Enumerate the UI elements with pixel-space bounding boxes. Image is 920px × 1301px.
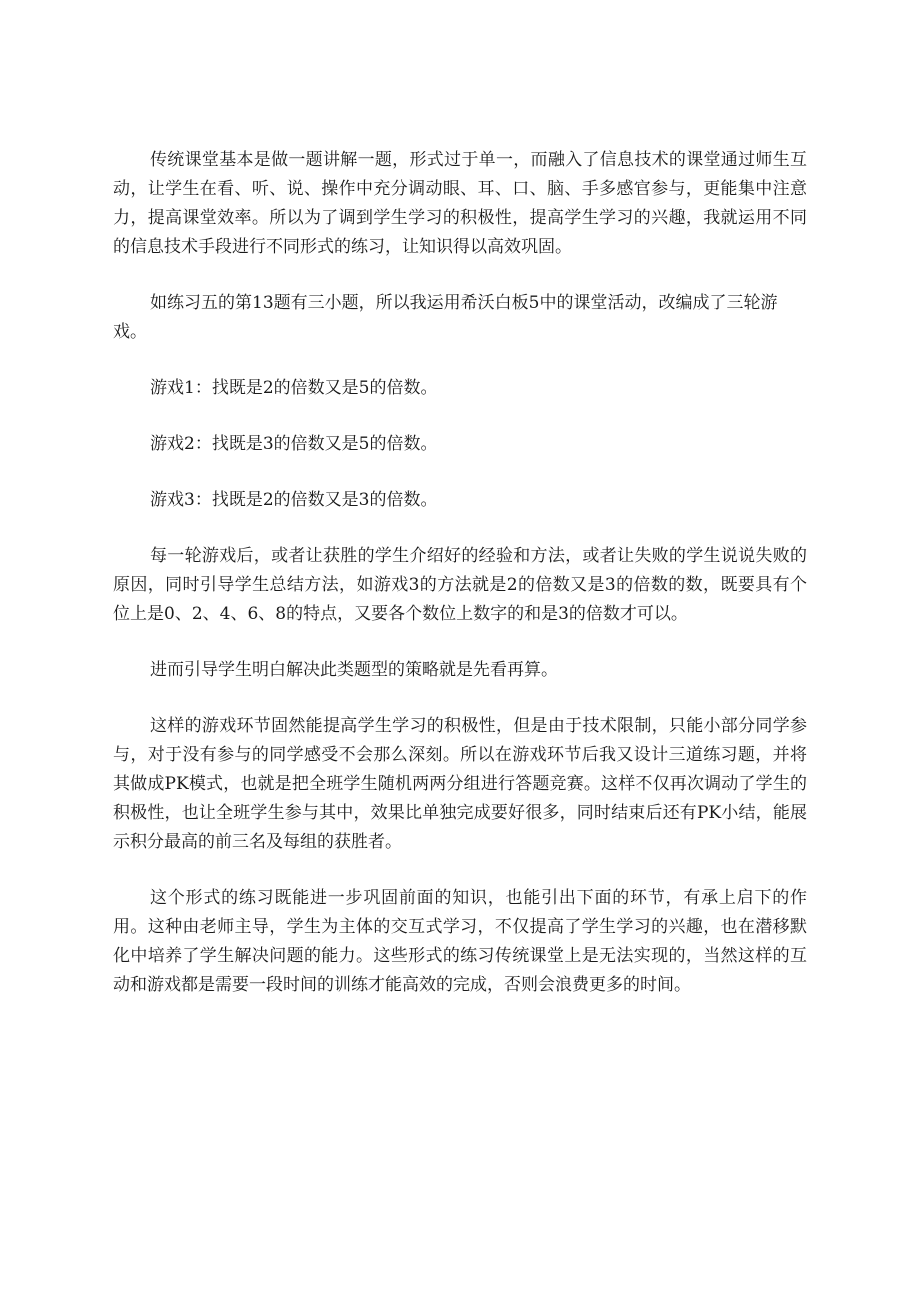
paragraph-game-2: 游戏2：找既是3的倍数又是5的倍数。 <box>150 434 438 454</box>
paragraph-game-3: 游戏3：找既是2的倍数又是3的倍数。 <box>150 490 438 510</box>
paragraph-summary-method: 每一轮游戏后，或者让获胜的学生介绍好的经验和方法，或者让失败的学生说说失败的原因，同时引导学生总结方法，如游戏3的方法就是2的倍数又是3的倍数的数，既要具有个位上是0、2、4、6、8的特点，又要各个数位上数字的和是3的倍数才可以。 <box>113 546 807 624</box>
paragraph-strategy: 进而引导学生明白解决此类题型的策略就是先看再算。 <box>150 660 558 680</box>
paragraph-game-1: 游戏1：找既是2的倍数又是5的倍数。 <box>150 378 438 398</box>
paragraph-conclusion: 这个形式的练习既能进一步巩固前面的知识，也能引出下面的环节，有承上启下的作用。这种由老师主导，学生为主体的交互式学习，不仅提高了学生学习的兴趣，也在潜移默化中培养了学生解决问题的能力。这些形式的练习传统课堂上是无法实现的，当然这样的互动和游戏都是需要一段时间的训练才能高效的完成，否则会浪费更多的时间。 <box>113 888 807 995</box>
paragraph-exercise-13: 如练习五的第13题有三小题，所以我运用希沃白板5中的课堂活动，改编成了三轮游戏。 <box>113 293 778 342</box>
paragraph-pk-mode: 这样的游戏环节固然能提高学生学习的积极性，但是由于技术限制，只能小部分同学参与，对于没有参与的同学感受不会那么深刻。所以在游戏环节后我又设计三道练习题，并将其做成PK模式，也就是把全班学生随机两两分组进行答题竞赛。这样不仅再次调动了学生的积极性，也让全班学生参与其中，效果比单独完成要好很多，同时结束后还有PK小结，能展示积分最高的前三名及每组的获胜者。 <box>113 716 807 852</box>
document-body <box>113 146 807 1027</box>
paragraph-intro: 传统课堂基本是做一题讲解一题，形式过于单一，而融入了信息技术的课堂通过师生互动，让学生在看、听、说、操作中充分调动眼、耳、口、脑、手多感官参与，更能集中注意力，提高课堂效率。所以为了调到学生学习的积极性，提高学生学习的兴趣，我就运用不同的信息技术手段进行不同形式的练习，让知识得以高效巩固。 <box>113 150 807 257</box>
